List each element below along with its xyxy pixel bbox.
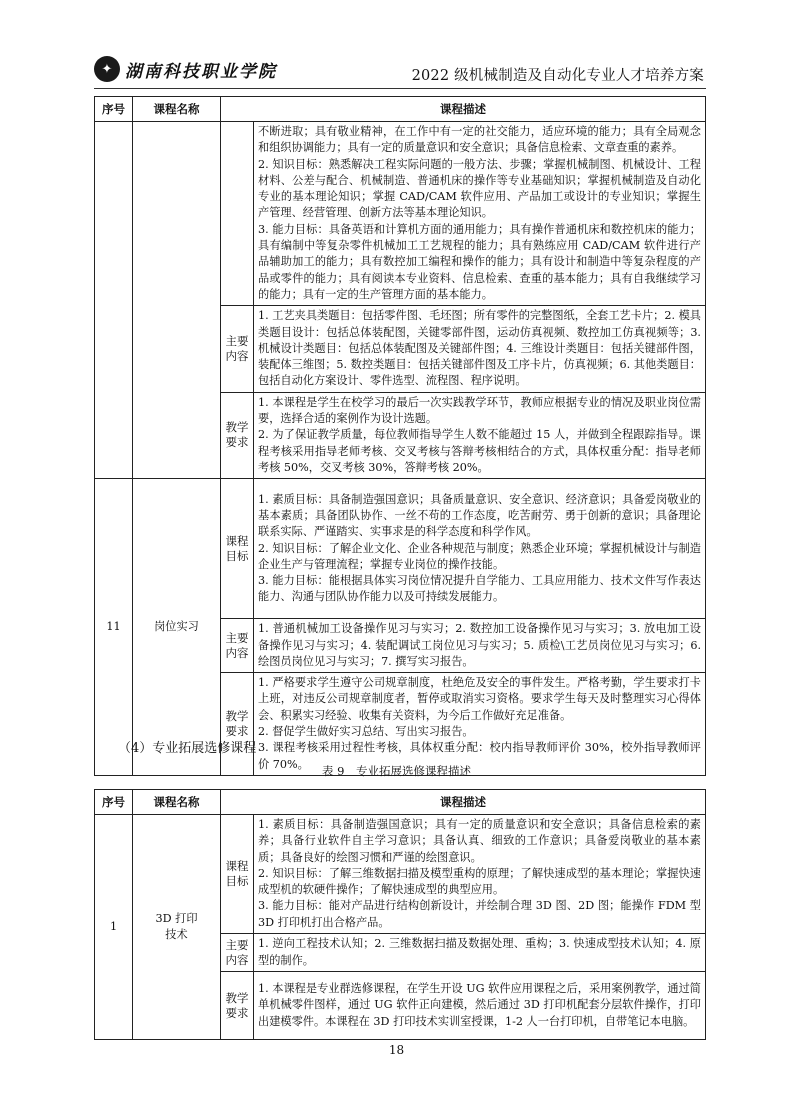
requirements-label: 教学要求 [225,420,249,450]
header-course-desc: 课程描述 [221,97,706,122]
desc-line: 1. 逆向工程技术认知；2. 三维数据扫描及数据处理、重构；3. 快速成型技术认知；4. 原型的制作。 [258,937,701,967]
school-name: 湖南科技职业学院 [125,61,277,82]
teaching-req-desc [254,392,706,478]
desc-line: 1. 本课程是专业群选修课程，在学生开设 UG 软件应用课程之后，采用案例教学，通过简单机械零件图样，通过 UG 软件正向建模，然后通过 3D 打印机配套分层软件操作，打印出建模零件。本课程在 3D 打印技术实训室授课，1-2 人一台打印机，自带笔记本电脑。 [258,982,701,1028]
school-emblem-icon: ✦ [94,56,120,82]
course-goals-desc [254,815,706,934]
course-goals-desc [254,122,706,306]
desc-line: 3. 能力目标：能对产品进行结构创新设计，并绘制合理 3D 图、2D 图；能操作 FDM 型 3D 打印机打出合格产品。 [258,899,701,929]
course-name-cell: 3D 打印技术 [155,911,198,942]
teaching-req-desc [254,673,706,776]
page-header [94,54,706,89]
desc-line: 1. 普通机械加工设备操作见习与实习；2. 数控加工设备操作见习与实习；3. 放电加工设备操作见习与实习；4. 装配调试工岗位见习与实习；5. 质检\工艺员岗位见习与实习；6. 绘图员岗位见习与实习；7. 撰写实习报告。 [258,622,701,668]
table-header-row [95,790,706,815]
school-logo [94,54,277,84]
desc-line: 1. 素质目标：具备制造强国意识；具备质量意识、安全意识、经济意识；具备爱岗敬业的基本素质；具备团队协作、一丝不苟的工作态度，吃苦耐劳、勇于创新的意识；具备理论联系实际、严谨踏实、实事求是的科学态度和科学作风。 [258,492,701,539]
header-course-name: 课程名称 [133,790,221,815]
desc-line: 2. 知识目标：了解三维数据扫描及模型重构的原理；了解快速成型的基本理论；掌握快速成型机的软硬件操作；了解快速成型的典型应用。 [258,866,701,897]
teaching-req-desc [254,972,706,1040]
main-content-desc [254,306,706,392]
main-content-desc [254,934,706,972]
goals-label: 课程目标 [225,859,249,889]
desc-line: 2. 为了保证教学质量，每位教师指导学生人数不能超过 15 人，并做到全程跟踪指导。课程考核采用指导老师考核、交叉考核与答辩考核相结合的方式，具体权重分配：指导老师考核 50%，交叉考核 30%，答辩考核 20%。 [258,428,701,474]
section-heading: （4）专业拓展选修课程 [118,741,257,756]
requirements-label: 教学要求 [225,709,249,739]
page-number: 18 [388,1043,405,1057]
content-label: 主要内容 [225,937,249,967]
course-goals-desc [254,479,706,619]
desc-line: 不断进取；具有敬业精神，在工作中有一定的社交能力，适应环境的能力；具有全局观念和组织协调能力；具有一定的质量意识和安全意识；具备信息检索、文章查重的素养。 [258,125,701,155]
desc-line: 2. 督促学生做好实习总结、写出实习报告。 [258,725,474,739]
row-no-cell [95,122,133,479]
header-no: 序号 [95,790,133,815]
row-goals-label-cell [221,122,254,306]
desc-line: 1. 工艺夹具类题目：包括零件图、毛坯图；所有零件的完整图纸，全套工艺卡片；2. 模具类题目设计：包括总体装配图，关键零部件图，运动仿真视频、数控加工仿真视频等；3. 机械设计类题目：包括总体装配图及关键部件图；4. 三维设计类题目：包括关键部件图，装配体三维图；5. 数控类题目：包括关键部件图及工序卡片，仿真视频；6. 其他类题目：包括自动化方案设计、零件选型、流程图、程序说明。 [258,309,701,388]
document-title: 2022 级机械制造及自动化专业人才培养方案 [411,68,704,84]
header-course-desc: 课程描述 [221,790,706,815]
header-course-name: 课程名称 [133,97,221,122]
course-name-cell: 岗位实习 [133,479,221,776]
desc-line: 1. 素质目标：具备制造强国意识；具有一定的质量意识和安全意识；具备信息检索的素养；具备行业软件自主学习意识；具备认真、细致的工作意识；具备爱岗敬业的基本素质；具备良好的绘图习惯和严谨的绘图意识。 [258,818,701,864]
course-table-elective [94,789,706,1040]
content-label: 主要内容 [225,334,249,363]
header-no: 序号 [95,97,133,122]
desc-line: 1. 本课程是学生在校学习的最后一次实践教学环节，教师应根据专业的情况及职业岗位需要，选择合适的案例作为设计选题。 [258,395,701,426]
desc-line: 2. 知识目标：熟悉解决工程实际问题的一般方法、步骤；掌握机械制图、机械设计、工程材料、公差与配合、机械制造、普通机床的操作等专业基础知识；掌握机械制造及自动化专业的基本理论知识；掌握 CAD/CAM 软件应用、产品加工或设计的专业知识；掌握生产管理、经营管理、创新方法等基本理论知识。 [258,157,701,220]
table-header-row [95,97,706,122]
table-row [95,479,706,619]
table-row [95,122,706,306]
course-table-core [94,96,706,776]
desc-line: 2. 知识目标：了解企业文化、企业各种规范与制度；熟悉企业环境；掌握机械设计与制造企业生产与管理流程；掌握专业岗位的操作技能。 [258,541,701,571]
desc-line: 1. 严格要求学生遵守公司规章制度，杜绝危及安全的事件发生。严格考勤，学生要求打卡上班，对违反公司规章制度者，暂停或取消实习资格。要求学生每天及时整理实习心得体会、积累实习经验、收集有关资料，为今后工作做好充足准备。 [258,676,701,722]
row-name-cell [133,122,221,479]
row-no-cell: 11 [95,479,133,776]
content-label: 主要内容 [225,630,249,660]
desc-line: 3. 能力目标：能根据具体实习岗位情况提升自学能力、工具应用能力、技术文件写作表达能力、沟通与团队协作能力以及可持续发展能力。 [258,574,701,604]
desc-line: 3. 课程考核采用过程性考核，具体权重分配：校内指导教师评价 30%，校外指导教师评价 70%。 [258,741,701,771]
main-content-desc [254,619,706,673]
table-caption: 表 9 专业拓展选修课程描述 [322,764,471,778]
requirements-label: 教学要求 [225,990,249,1020]
desc-line: 3. 能力目标：具备英语和计算机方面的通用能力；具有操作普通机床和数控机床的能力；具有编制中等复杂零件机械加工工艺规程的能力；具有熟练应用 CAD/CAM 软件进行产品辅助加工的能力；具有数控加工编程和操作的能力；具有设计和制造中等复杂程度的产品或零件的能力；具有阅读本专业资料、信息检索、查重的基本能力；具有自我继续学习的能力；具有一定的生产管理方面的基本能力。 [258,222,701,301]
goals-label: 课程目标 [225,533,249,563]
row-no-cell: 1 [95,815,133,1040]
table-row [95,815,706,934]
